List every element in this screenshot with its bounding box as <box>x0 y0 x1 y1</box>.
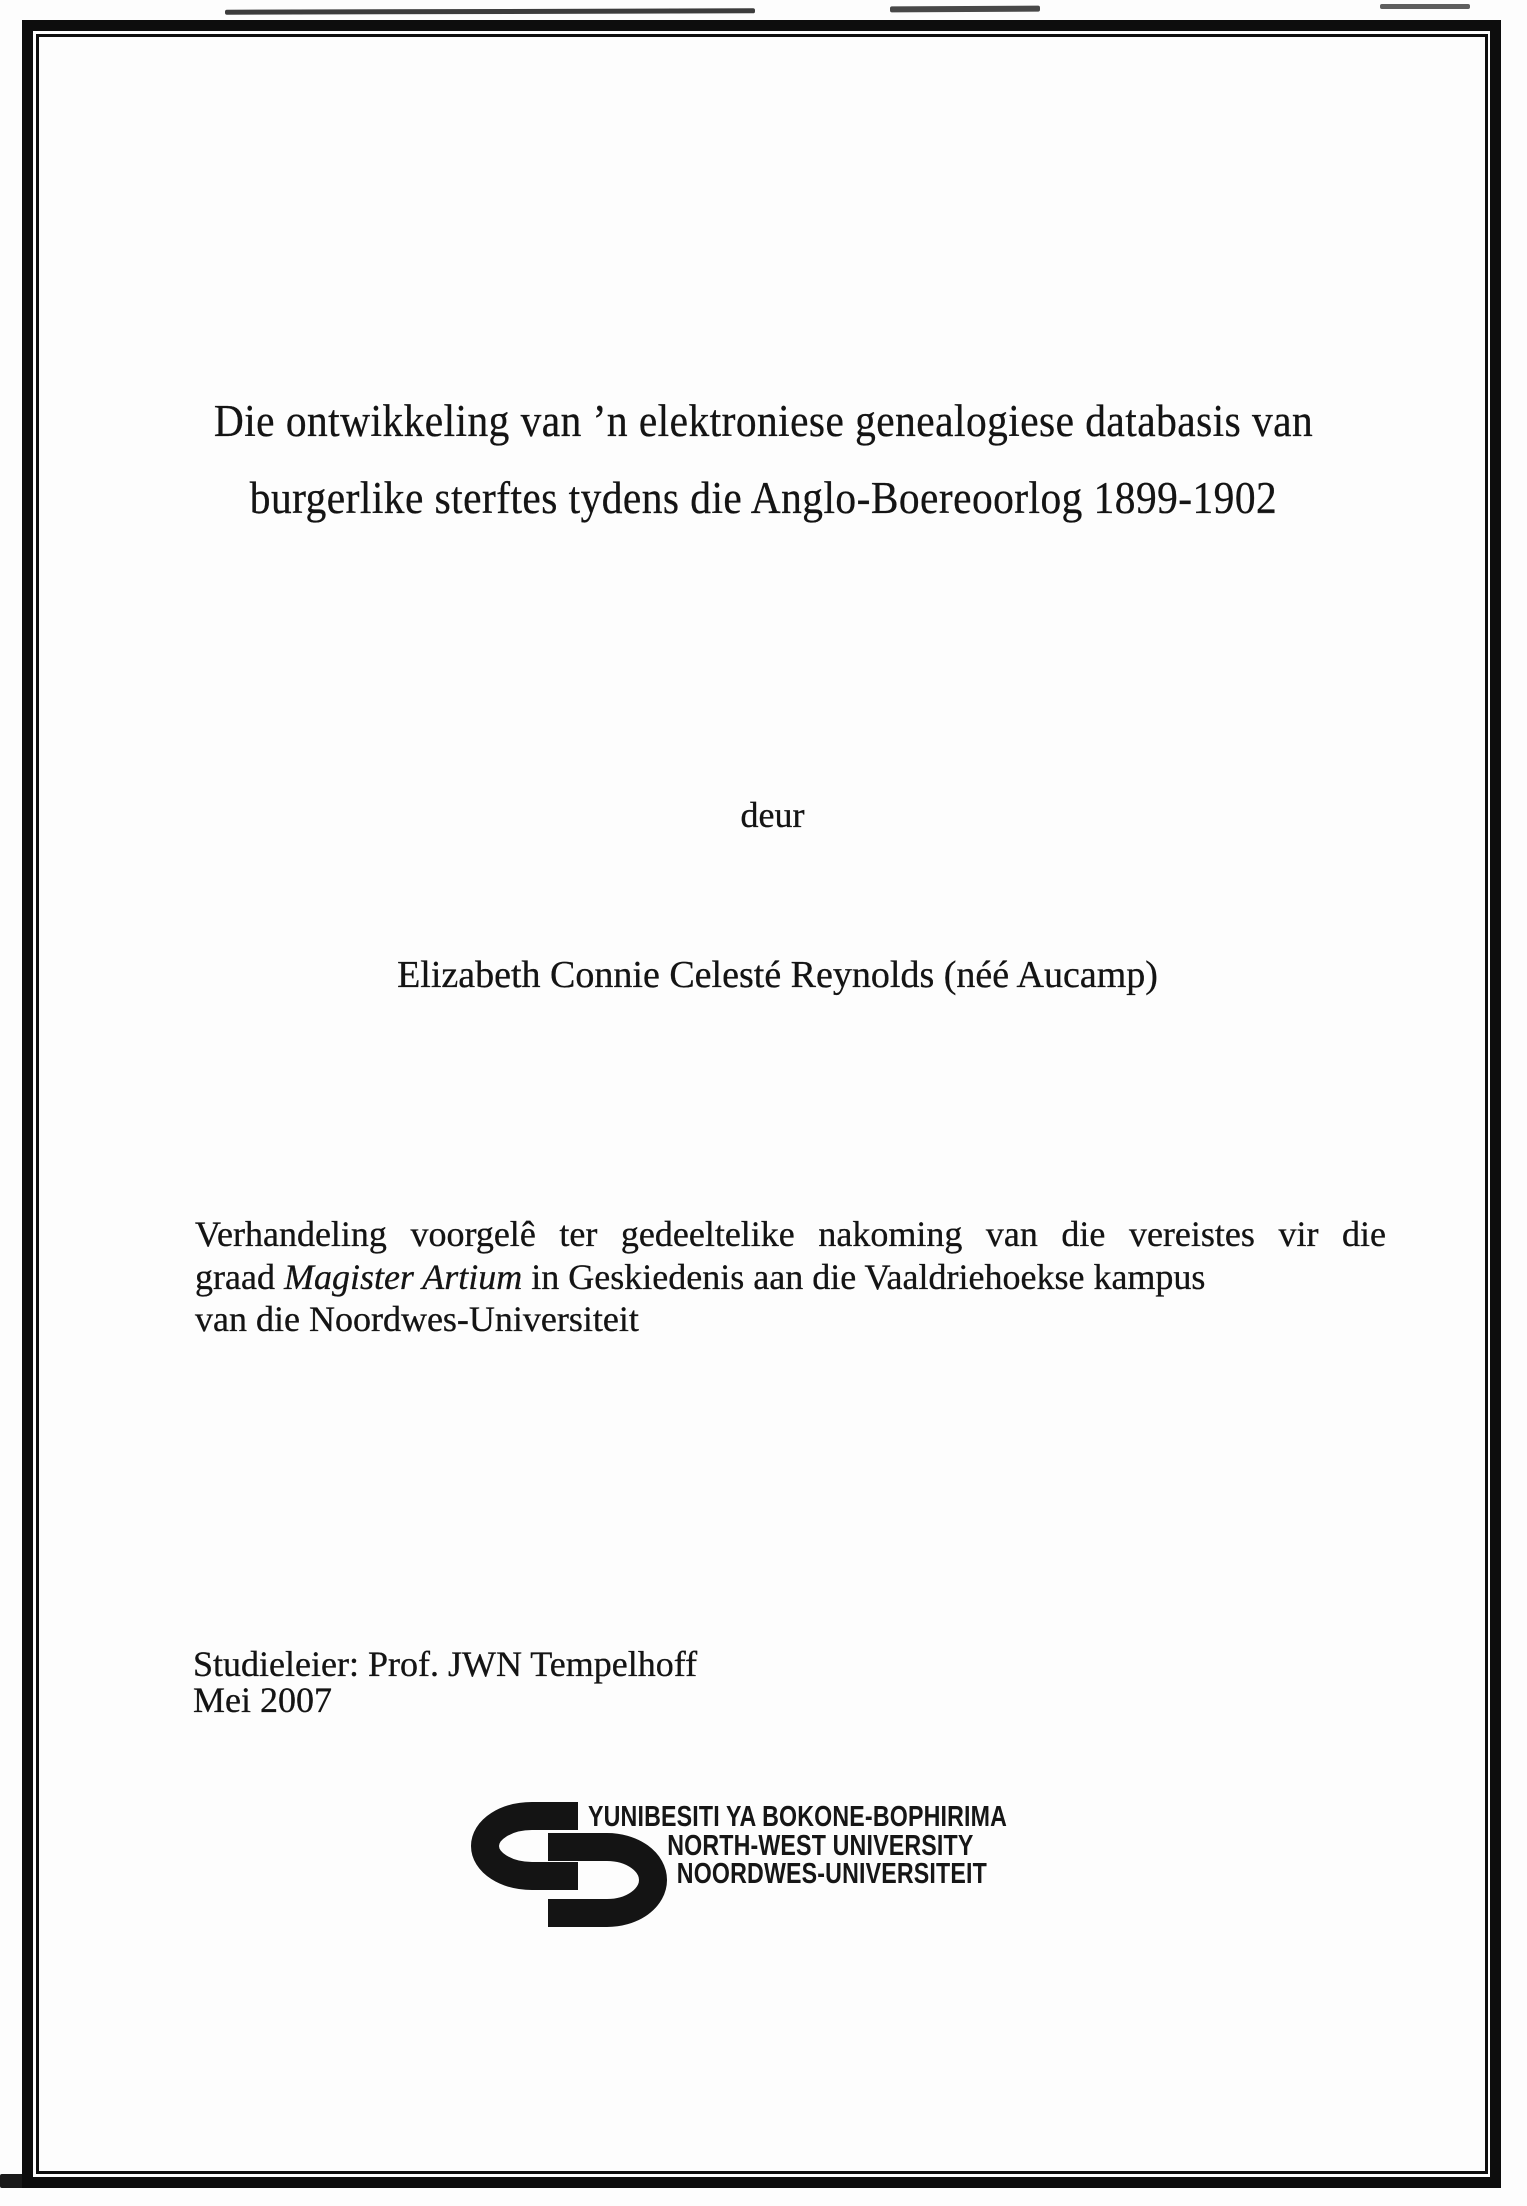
logo-line-setswana: YUNIBESITI YA BOKONE-BOPHIRIMA <box>588 1801 1008 1833</box>
thesis-title-line2: burgerlike sterftes tydens die Anglo-Boereoorlog 1899-1902 <box>249 473 1278 523</box>
degree-statement-line2-pre: graad <box>195 1256 284 1297</box>
supervisor-block <box>193 1646 697 1718</box>
nwu-logo-text <box>588 1803 1007 1889</box>
byline-label: deur <box>740 795 805 835</box>
degree-name-italic: Magister Artium <box>283 1256 523 1297</box>
date-line: Mei 2007 <box>193 1680 332 1720</box>
degree-statement-line2 <box>195 1256 1386 1299</box>
degree-statement-line2-post: in Geskiedenis aan die Vaaldriehoekse kampus <box>522 1256 1206 1297</box>
scan-artifact-top <box>890 6 1040 13</box>
degree-statement <box>195 1213 1386 1341</box>
scan-artifact-top <box>1380 4 1470 9</box>
scan-artifact-top <box>225 8 755 14</box>
thesis-title-line1: Die ontwikkeling van ’n elektroniese genealogiese databasis van <box>213 396 1314 446</box>
logo-line-afrikaans: NOORDWES-UNIVERSITEIT <box>676 1858 987 1891</box>
thesis-title <box>61 383 1466 537</box>
author-name: Elizabeth Connie Celesté Reynolds (néé Aucamp) <box>397 954 1158 996</box>
supervisor-line: Studieleier: Prof. JWN Tempelhoff <box>193 1644 698 1684</box>
logo-line-english: NORTH-WEST UNIVERSITY <box>667 1829 974 1862</box>
degree-statement-line1: Verhandeling voorgelê ter gedeeltelike nakoming van die vereistes vir die <box>195 1214 1386 1254</box>
degree-statement-line3: van die Noordwes-Universiteit <box>195 1299 639 1339</box>
